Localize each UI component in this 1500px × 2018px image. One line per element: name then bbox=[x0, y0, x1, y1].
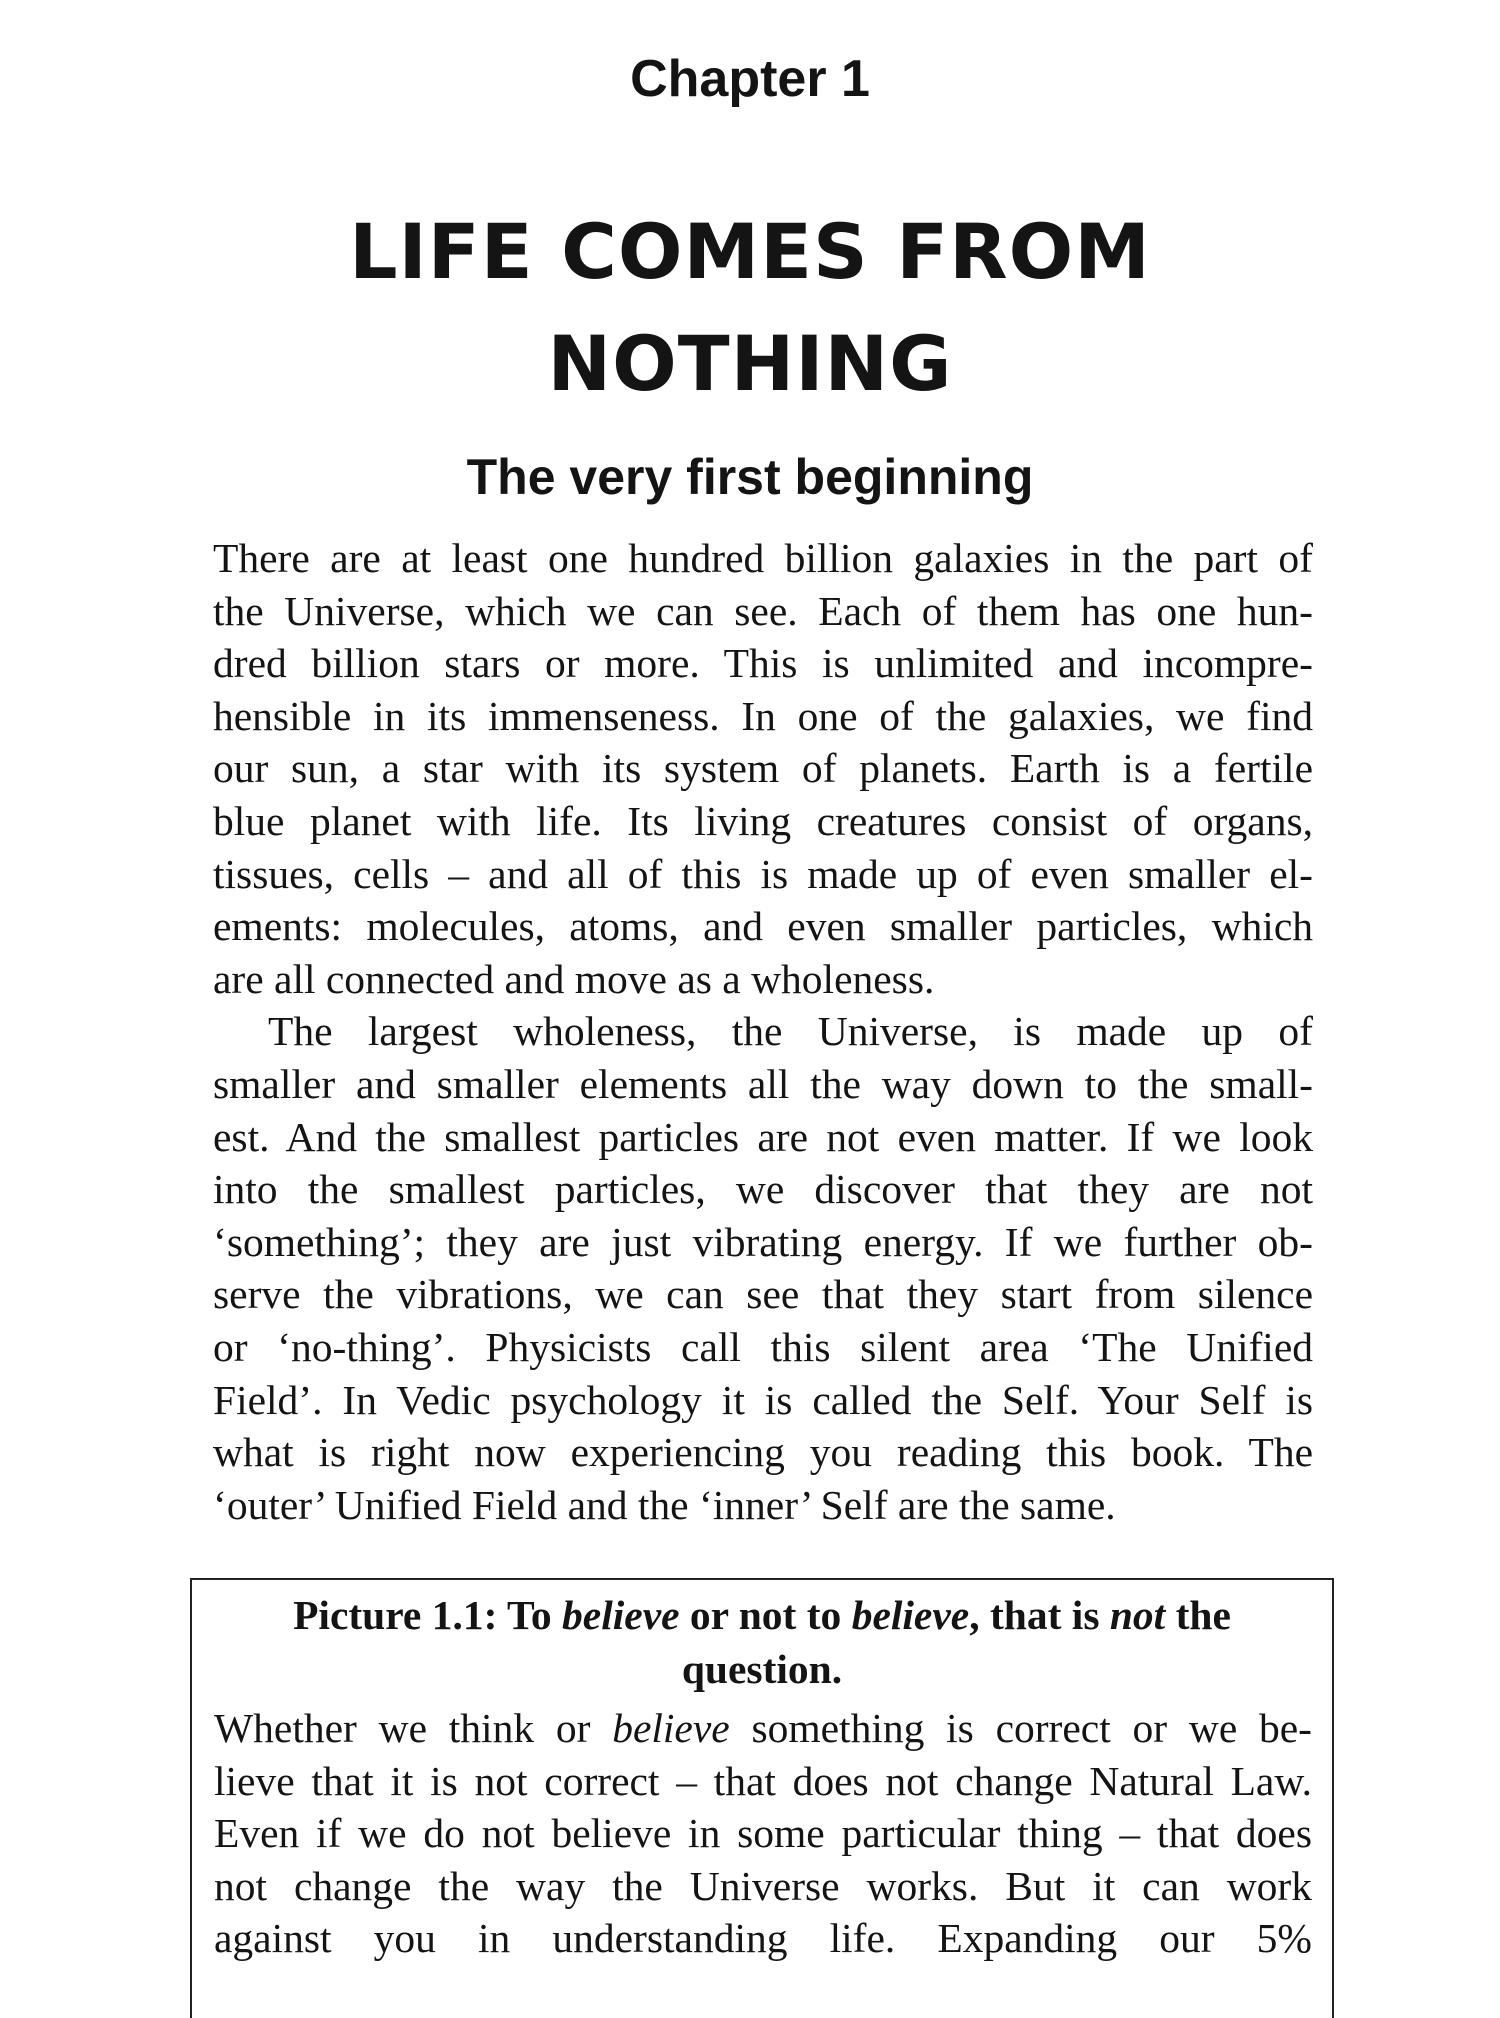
text-line: ements: molecules, atoms, and even smaller particles, which bbox=[213, 903, 1313, 950]
caption-emphasis: not bbox=[1109, 1592, 1166, 1638]
text-line: our sun, a star with its system of planets. Earth is a fertile bbox=[213, 745, 1313, 792]
text-emphasis: believe bbox=[612, 1705, 730, 1751]
chapter-title-line-2: NOTHING bbox=[547, 319, 953, 408]
text-line: There are at least one hundred billion galaxies in the part of bbox=[213, 535, 1313, 581]
caption-text: the bbox=[1165, 1592, 1231, 1638]
text-fragment: Whether we think or bbox=[214, 1705, 613, 1751]
picture-caption bbox=[192, 1588, 1332, 1696]
text-line: what is right now experiencing you reading this book. The bbox=[213, 1429, 1313, 1476]
chapter-label: Chapter 1 bbox=[630, 50, 870, 108]
text-line: Even if we do not believe in some particular thing – that does bbox=[214, 1810, 1312, 1857]
picture-body bbox=[214, 1702, 1312, 1965]
text-line: into the smallest particles, we discover that they are not bbox=[213, 1166, 1313, 1213]
text-line: dred billion stars or more. This is unlimited and incompre- bbox=[213, 640, 1313, 687]
caption-emphasis: believe bbox=[851, 1592, 970, 1638]
picture-caption-line-1 bbox=[192, 1588, 1332, 1642]
paragraph-1 bbox=[213, 532, 1313, 1005]
chapter-title-line-1: LIFE COMES FROM bbox=[349, 207, 1151, 296]
text-line: The largest wholeness, the Universe, is made up of bbox=[268, 1008, 1313, 1055]
picture-caption-line-2: question. bbox=[681, 1646, 843, 1692]
caption-emphasis: believe bbox=[562, 1592, 680, 1638]
paragraph-2 bbox=[213, 1005, 1313, 1531]
text-line: lieve that it is not correct – that does not change Natural Law. bbox=[214, 1757, 1312, 1804]
text-line: tissues, cells – and all of this is made up of even smaller el- bbox=[213, 850, 1313, 897]
text-line: smaller and smaller elements all the way down to the small- bbox=[213, 1060, 1313, 1107]
text-line: blue planet with life. Its living creatures consist of organs, bbox=[213, 797, 1313, 844]
text-line: or ‘no-thing’. Physicists call this silent area ‘The Unified bbox=[213, 1323, 1313, 1370]
text-line: est. And the smallest particles are not even matter. If we look bbox=[213, 1113, 1313, 1160]
text-line: are all connected and move as a wholeness. bbox=[213, 955, 935, 1002]
text-line: ‘outer’ Unified Field and the ‘inner’ Self are the same. bbox=[213, 1481, 1116, 1528]
picture-box bbox=[190, 1578, 1334, 2018]
caption-text: or not to bbox=[679, 1592, 852, 1638]
section-heading: The very first beginning bbox=[466, 449, 1034, 505]
text-line: against you in understanding life. Expanding our 5% bbox=[214, 1915, 1312, 1962]
text-line: serve the vibrations, we can see that they start from silence bbox=[213, 1271, 1313, 1318]
chapter-title bbox=[0, 196, 1500, 420]
text-line: Field’. In Vedic psychology it is called the Self. Your Self is bbox=[213, 1376, 1313, 1423]
text-line: not change the way the Universe works. But it can work bbox=[214, 1862, 1312, 1909]
body-text bbox=[213, 532, 1313, 1531]
caption-text: Picture 1.1: To bbox=[293, 1592, 563, 1638]
text-fragment: something is correct or we be- bbox=[729, 1705, 1312, 1751]
caption-text: , that is bbox=[969, 1592, 1110, 1638]
text-line: ‘something’; they are just vibrating energy. If we further ob- bbox=[213, 1218, 1313, 1265]
text-line: hensible in its immenseness. In one of the galaxies, we find bbox=[213, 692, 1313, 739]
text-line bbox=[214, 1702, 1312, 1755]
text-line: the Universe, which we can see. Each of them has one hun- bbox=[213, 587, 1313, 634]
